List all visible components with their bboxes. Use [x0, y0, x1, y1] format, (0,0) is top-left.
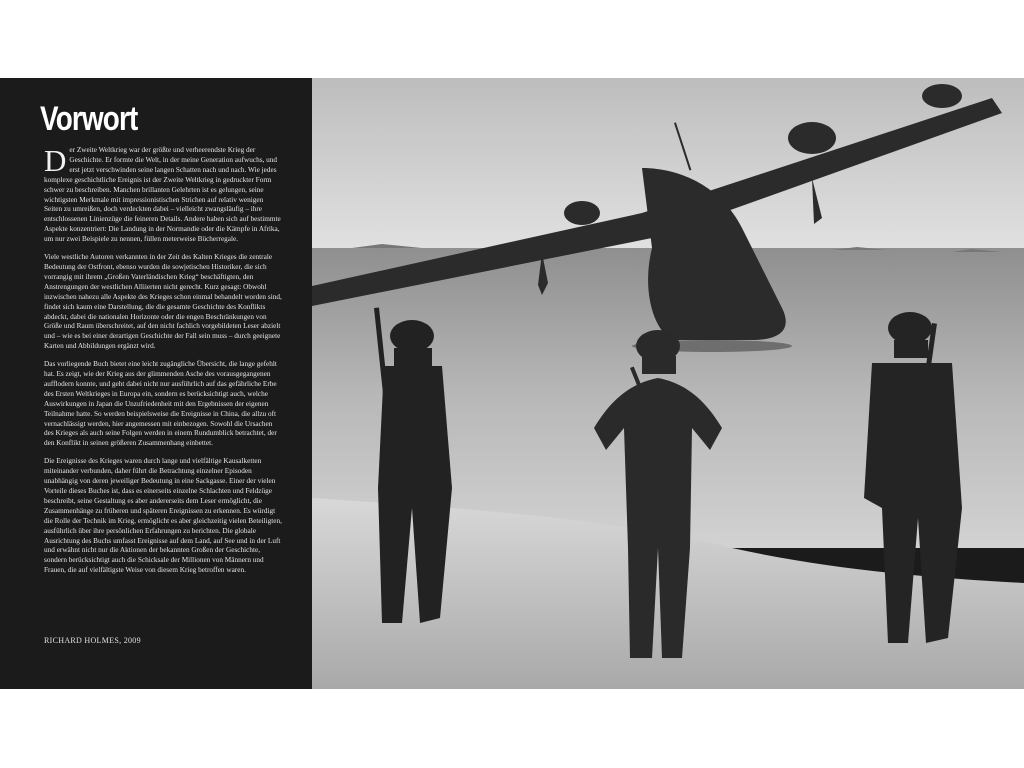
book-spread	[0, 78, 1024, 689]
page-title: Vorwort	[40, 100, 138, 138]
text-panel	[0, 78, 312, 689]
wreck-photo	[312, 78, 1024, 689]
paragraph-1-text: er Zweite Weltkrieg war der größte und verheerendste Krieg der Geschichte. Er formte die Welt, in der meine Generation aufwuchs, und erst jetzt verschwinden seine langen Schatten nach und nach. Wie jedes komplexe geschichtliche Ereignis ist der Zweite Weltkrieg in gedruckter Form schwer zu beschreiben. Manchen brillanten Gelehrten ist es gelungen, seine wichtigsten Merkmale mit impressionistischen Strichen auf relativ wenigen Seiten zu umreißen, doch verdeckten dabei – vielleicht zwangsläufig – ihre entschlossenen Linienzüge die feineren Details. Andere haben sich auf bestimmte Aspekte konzentriert: Die Landung in der Normandie oder die Kämpfe in Afrika, um nur zwei Beispiele zu nennen, füllen meterweise Bücherregale.	[44, 146, 281, 244]
paragraph-4: Die Ereignisse des Krieges waren durch lange und vielfältige Kausalketten miteinander verbunden, daher führt die Betrachtung einzelner Episoden unabhängig von deren jeweiliger Bedeutung in eine Sackgasse. Einer der vielen Vorteile dieses Buches ist, dass es einerseits einzelne Schlachten und Feldzüge beschreibt, seine Gestaltung es aber andererseits dem Leser ermöglicht, die Zusammenhänge zu früheren und späteren Ereignissen zu erkennen. Es würdigt die Rolle der Technik im Krieg, ermöglicht es aber gleichzeitig vielen Beteiligten, ausführlich über ihre persönlichen Erfahrungen zu berichten. Die globale Ausrichtung des Buchs umfasst Ereignisse auf dem Land, auf See und in der Luft und erwähnt nicht nur die Aktionen der bekannten Großen der Geschichte, sondern berücksichtigt auch die Schicksale der Millionen von Männern und Frauen, die auf vielfältigste Weise von diesem Krieg betroffen waren.	[44, 457, 282, 575]
engine-right	[788, 122, 836, 154]
author-signature: RICHARD HOLMES, 2009	[44, 636, 141, 645]
paragraph-2: Viele westliche Autoren verkannten in der Zeit des Kalten Krieges die zentrale Bedeutung der Ostfront, ebenso wurden die sowjetischen Historiker, die sich vorrangig mit ihrem „Großen Vaterländischen Krieg“ beschäftigten, den Anstrengungen der westlichen Alliierten nicht gerecht. Kurz gesagt: Obwohl inzwischen nahezu alle Aspekte des Krieges schon einmal behandelt worden sind, findet sich kaum eine Darstellung, die die gesamte Geschichte des Konflikts abdeckt, dabei die nationalen Horizonte oder die engen Beschränkungen von Größe und Raum überschreitet, auf den nicht fachlich vorgebildeten Leser abzielt und – wie es bei einer derartigen Geschichte der Fall sein muss – durch geeignete Karten und Abbildungen ergänzt wird.	[44, 253, 282, 351]
paragraph-1	[44, 143, 282, 245]
foreword-body	[44, 143, 282, 584]
engine-far	[922, 84, 962, 108]
drop-cap: D	[44, 143, 67, 178]
paragraph-3: Das vorliegende Buch bietet eine leicht zugängliche Übersicht, die lange gefehlt hat. Es zeigt, wie der Krieg aus der glimmenden Asche des vorausgegangenen aufflodern konnte, und geht dabei nicht nur ausführlich auf das gefährliche Erbe des Ersten Weltkrieges in Europa ein, sondern es berücksichtigt auch, welche Auswirkungen in Japan die Unzufriedenheit mit den Ergebnissen der eigenen Teilnahme hatte. So werden beispielsweise die Ereignisse in China, die allzu oft vernachlässigt werden, hier angemessen mit einbezogen. Sowohl die Ursachen des Krieges als auch seine Folgen werden in einem Rundumblick betrachtet, der den Konflikt in seinen größeren Zusammenhang einbettet.	[44, 360, 277, 448]
engine-left	[564, 201, 600, 225]
photo-illustration	[312, 78, 1024, 689]
